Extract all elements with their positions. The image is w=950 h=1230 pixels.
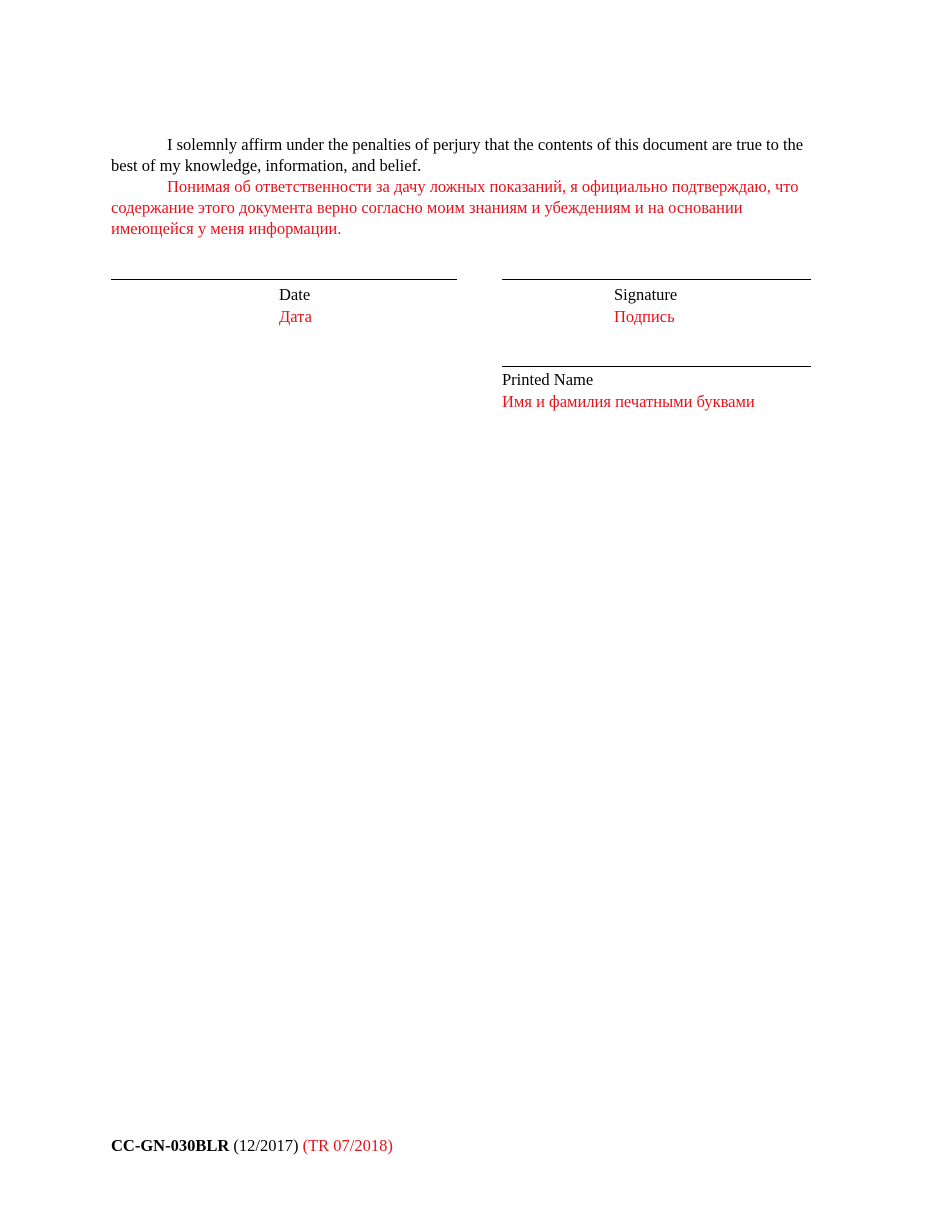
affirmation-english [111,134,823,176]
signature-label-russian: Подпись [614,307,675,326]
printed-name-label: Printed Name [502,370,594,389]
form-footer [111,1136,393,1156]
form-code: CC-GN-030BLR [111,1136,230,1155]
affirmation-russian-text: Понимая об ответственности за дачу ложных показаний, я официально подтверждаю, что содержание этого документа верно согласно моим знаниям и убеждениям и на основании имеющейся у меня информации. [111,177,799,238]
form-revision: (12/2017) [233,1136,299,1155]
date-label-russian: Дата [279,307,312,326]
printed-name-line[interactable] [502,366,811,367]
affirmation-russian [111,176,823,239]
signature-line[interactable] [502,279,811,280]
affirmation-english-text: I solemnly affirm under the penalties of perjury that the contents of this document are true to the best of my knowledge, information, and belief. [111,135,804,175]
date-label: Date [279,285,311,304]
date-line[interactable] [111,279,457,280]
signature-label: Signature [614,285,678,304]
printed-name-label-russian: Имя и фамилия печатными буквами [502,392,755,411]
form-translation-revision: (TR 07/2018) [302,1136,393,1155]
